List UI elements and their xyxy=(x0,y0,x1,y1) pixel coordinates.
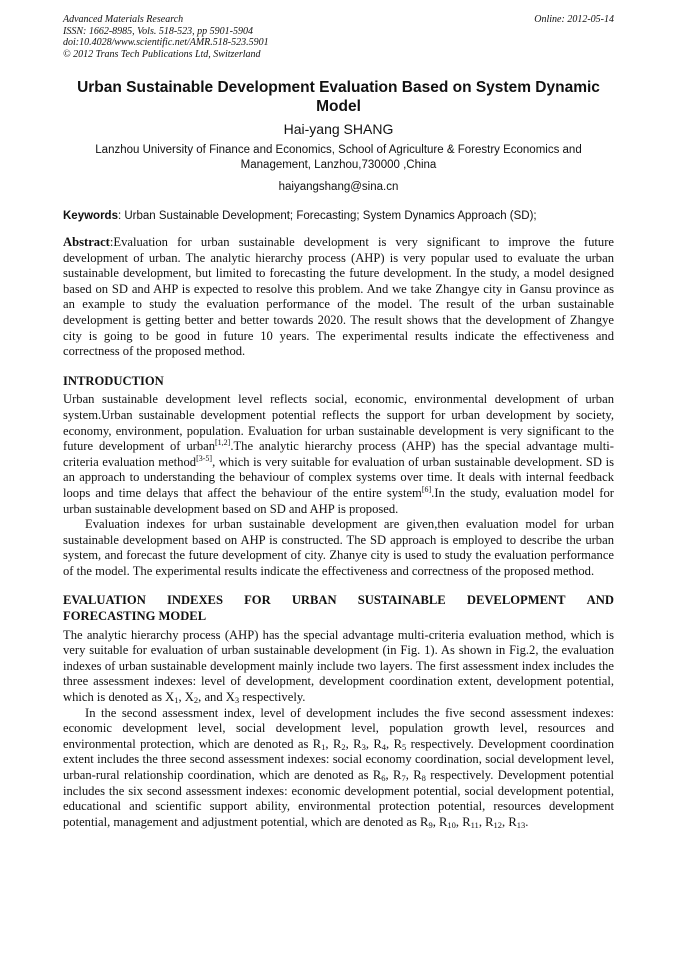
text-run: R xyxy=(485,814,494,829)
text-run: R xyxy=(393,736,402,751)
text-run: , xyxy=(365,736,374,751)
subscript: 4 xyxy=(381,741,387,752)
section2-paragraph-1 xyxy=(63,628,614,706)
subscript: 7 xyxy=(401,773,406,783)
subscript: 1 xyxy=(321,741,326,752)
section2-paragraph-2 xyxy=(63,706,614,831)
text-run: R xyxy=(462,814,471,829)
citation-ref: [3-5] xyxy=(196,453,213,463)
subscript: 9 xyxy=(428,819,433,830)
text-run: R xyxy=(393,768,402,782)
text-run: , xyxy=(405,768,414,782)
text-run: . xyxy=(525,814,529,829)
heading-word: URBAN xyxy=(291,593,337,608)
subscript: 10 xyxy=(447,819,456,830)
text-run: R xyxy=(439,814,448,829)
text-run: R xyxy=(353,736,362,751)
text-run: The analytic hierarchy process (AHP) has the special advantage multi-criteria evaluation method, which is very suitable for evaluation of urban sustainable development (in Fig. 1). As shown in Fig.2, the evaluation indexes of urban sustainable development mainly include two layers. The first assessment index includes the three assessment indexes: level of development, development coordination extent, development potential, which is denoted as X xyxy=(63,627,614,705)
text-run: respectively. Development potential includes the six second assessment indexes: economic development potential, social development potential, educational and scientific support ability, environmental protection potential, resources development potential, management and adjustment potential, which are denoted as R xyxy=(63,768,615,829)
subscript: 8 xyxy=(421,773,426,783)
heading-word: DEVELOPMENT xyxy=(466,593,566,608)
keywords-text: : Urban Sustainable Development; Forecasting; System Dynamics Approach (SD); xyxy=(117,210,537,222)
text-run: , xyxy=(345,736,354,751)
text-run: .In the study, evaluation model for urban sustainable development based on SD and AHP is proposed. xyxy=(63,485,614,516)
text-run: , X xyxy=(178,690,194,705)
section-heading-introduction: INTRODUCTION xyxy=(63,373,164,388)
abstract xyxy=(63,235,614,360)
subscript: 2 xyxy=(341,741,346,752)
section-heading-evaluation-indexes xyxy=(63,593,614,624)
keywords xyxy=(63,210,614,222)
copyright-line: © 2012 Trans Tech Publications Ltd, Switzerland xyxy=(63,48,261,60)
journal-name: Advanced Materials Research xyxy=(63,14,184,25)
heading-line-1 xyxy=(63,593,614,609)
citation-ref: [1,2] xyxy=(215,438,231,448)
subscript: 12 xyxy=(493,819,503,830)
heading-word: FOR xyxy=(244,593,271,608)
heading-word: SUSTAINABLE xyxy=(357,593,446,608)
text-run: , xyxy=(432,814,440,829)
subscript: 3 xyxy=(234,695,240,706)
text-run: , xyxy=(325,736,333,751)
heading-line-2: FORECASTING MODEL xyxy=(63,609,207,624)
intro-paragraph-1 xyxy=(63,392,614,517)
subscript: 11 xyxy=(470,819,479,830)
subscript: 2 xyxy=(193,695,199,706)
text-run: respectively. xyxy=(239,690,306,705)
subscript: 6 xyxy=(381,773,386,783)
text-run: R xyxy=(413,768,422,782)
text-run: R xyxy=(508,814,517,829)
abstract-text: :Evaluation for urban sustainable development is very significant to improve the future development of urban. The analytic hierarchy process (AHP) is very popular used to evaluate the urban sustainable development, but limited to forecasting the future development. In the study, a model designed based on SD and AHP is expected to resolve this problem. And we take Zhangye city in Gansu province as an example to study the evaluation performance of the model. The result of the urban sustainable development is getting better and better towards 2020. The result shows that the development of Zhangye city is going to be good in future 10 years. The experimental results indicate the effectiveness and correctness of the proposed method. xyxy=(63,235,614,359)
journal-header xyxy=(63,14,614,60)
text-run: , xyxy=(385,768,394,782)
subscript: 5 xyxy=(401,741,407,752)
text-run: R xyxy=(373,736,382,751)
text-run: , xyxy=(502,814,509,829)
subscript: 3 xyxy=(361,741,366,752)
intro-paragraph-2: Evaluation indexes for urban sustainable development are given,then evaluation model for urban sustainable development based on AHP is constructed. The SD approach is employed to describe the urban system, and forecast the future development of city. Zhanye city is used to study the evaluation performance of the model. The experimental results indicate the effectiveness and correctness of the proposed method. xyxy=(63,517,614,578)
title-line-2: Model xyxy=(316,98,361,115)
text-run: , xyxy=(455,814,463,829)
heading-word: EVALUATION xyxy=(63,593,146,608)
text-run: , xyxy=(478,814,486,829)
subscript: 13 xyxy=(516,819,526,830)
heading-word: INDEXES xyxy=(166,593,223,608)
subscript: 1 xyxy=(174,695,179,706)
paper-page xyxy=(63,14,614,830)
issn-line: ISSN: 1662-8985, Vols. 518-523, pp 5901-5904 xyxy=(63,25,253,37)
title-line-1: Urban Sustainable Development Evaluation Based on System Dynamic xyxy=(77,79,600,96)
doi-line: doi:10.4028/www.scientific.net/AMR.518-523.5901 xyxy=(63,37,269,48)
affiliation xyxy=(63,143,614,172)
abstract-label: Abstract xyxy=(63,235,110,249)
text-run: R xyxy=(332,736,342,751)
text-run: , which is very suitable for evaluation of urban sustainable development. SD is an approach to understanding the behaviour of complex systems over time. It deals with internal feedback loops and time delays that affect the behaviour of the entire system xyxy=(63,454,614,500)
author-name: Hai-yang SHANG xyxy=(283,121,394,137)
text-run: , and X xyxy=(198,690,235,705)
affiliation-line-1: Lanzhou University of Finance and Economics, School of Agriculture & Forestry Economics and xyxy=(95,144,582,156)
heading-word: AND xyxy=(586,593,614,608)
affiliation-line-2: Management, Lanzhou,730000 ,China xyxy=(240,158,437,171)
author-email: haiyangshang@sina.cn xyxy=(278,181,399,193)
paper-title xyxy=(63,78,614,116)
keywords-label: Keywords xyxy=(63,210,118,222)
text-run: .The analytic hierarchy process (AHP) has the special advantage multi-criteria evaluation method xyxy=(63,439,614,469)
online-date: Online: 2012-05-14 xyxy=(534,14,614,25)
citation-ref: [6] xyxy=(421,484,432,494)
text-run: Urban sustainable development level reflects social, economic, environmental development of urban system.Urban sustainable development potential reflects the support for urban development by society, economy, environment, population. Evaluation for urban sustainable development is very significant to the future development of urban xyxy=(63,392,614,454)
text-run: In the second assessment index, level of development includes the five second assessment indexes: economic development level, social development level, population growth level, resources and environmental protection, which are denoted as R xyxy=(63,705,614,751)
text-run: , xyxy=(386,736,394,751)
text-run: respectively. Development coordination extent includes the three second assessment indexes: social economy coordination, social development level, urban-rural relationship coordination, which are denoted as R xyxy=(63,736,615,782)
